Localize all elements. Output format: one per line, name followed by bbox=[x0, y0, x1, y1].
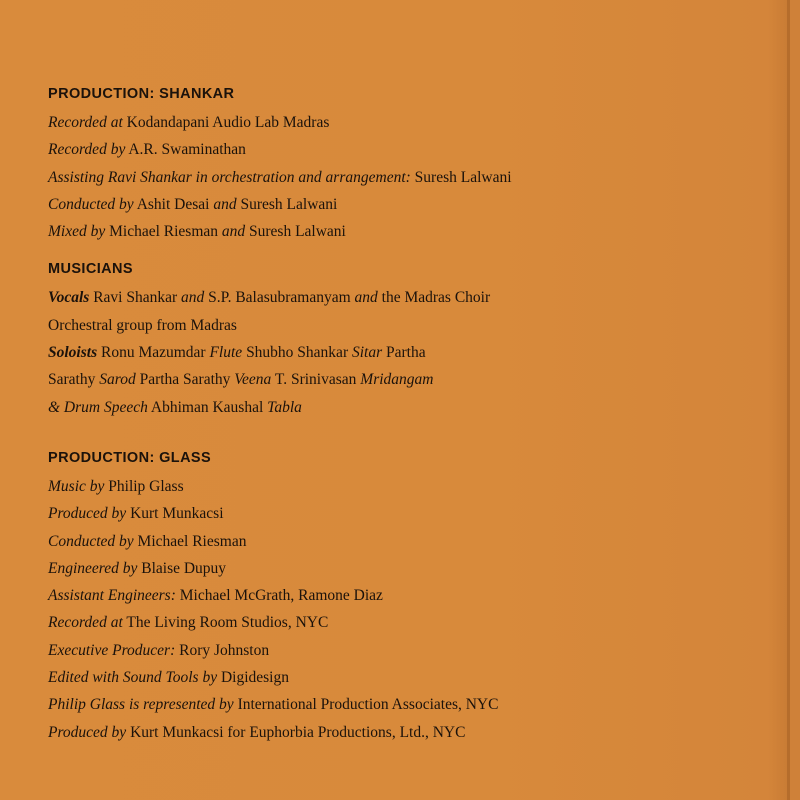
vocals-line bbox=[48, 284, 768, 311]
soloist-name: Partha bbox=[386, 344, 426, 362]
credit-conjunction: and bbox=[354, 289, 378, 307]
credit-value: The Living Room Studios, NYC bbox=[126, 614, 329, 632]
soloist-name: Partha Sarathy bbox=[139, 371, 231, 389]
credit-value: Michael Riesman bbox=[137, 532, 247, 550]
credit-line bbox=[48, 555, 768, 582]
soloist-instrument: Sitar bbox=[351, 344, 383, 362]
soloists-line bbox=[48, 366, 768, 393]
soloist-name: T. Srinivasan bbox=[274, 371, 357, 389]
soloist-instrument: Veena bbox=[234, 371, 272, 389]
soloists-line bbox=[48, 339, 768, 366]
credit-role: Recorded at bbox=[48, 114, 123, 131]
soloist-instrument: Mridangam bbox=[360, 371, 434, 389]
soloists-label: Soloists bbox=[48, 344, 98, 362]
credit-role: Recorded by bbox=[48, 141, 126, 159]
soloist-instrument: Flute bbox=[209, 344, 243, 362]
credit-line bbox=[48, 691, 768, 718]
credit-line bbox=[48, 136, 768, 163]
credit-conjunction: and bbox=[181, 289, 205, 307]
credit-value: Blaise Dupuy bbox=[141, 559, 227, 577]
soloist-instrument: Sarod bbox=[99, 371, 136, 389]
soloists-line bbox=[48, 394, 768, 421]
credit-value: Rory Johnston bbox=[179, 641, 270, 659]
credit-conjunction: and bbox=[221, 223, 246, 241]
soloist-name: Ronu Mazumdar bbox=[100, 344, 206, 362]
credit-value: International Production Associates, NYC bbox=[237, 696, 499, 714]
credit-value: Michael McGrath, Ramone Diaz bbox=[179, 587, 383, 605]
credit-role: Assisting Ravi Shankar in orchestration and arrangement: bbox=[48, 168, 411, 186]
credit-line bbox=[48, 528, 768, 555]
credit-role: Engineered by bbox=[48, 559, 138, 577]
page-fold bbox=[787, 0, 790, 800]
credit-line bbox=[48, 500, 768, 527]
credit-role: Mixed by bbox=[48, 223, 106, 241]
soloist-name: Shubho Shankar bbox=[246, 344, 349, 362]
vocalist-name: the Madras Choir bbox=[381, 289, 491, 307]
credit-line bbox=[48, 664, 768, 691]
credit-value: Michael Riesman bbox=[109, 223, 219, 241]
orchestral-group: Orchestral group from Madras bbox=[48, 316, 237, 334]
credit-line bbox=[48, 109, 768, 136]
page-edge bbox=[790, 0, 800, 800]
credit-line bbox=[48, 218, 768, 245]
credit-role: Edited with Sound Tools by bbox=[48, 669, 218, 687]
heading-musicians: MUSICIANS bbox=[48, 261, 133, 278]
soloist-instrument: & Drum Speech bbox=[48, 398, 148, 416]
credit-role: Produced by bbox=[48, 723, 127, 741]
credit-value: Suresh Lalwani bbox=[249, 223, 346, 241]
credit-value: Philip Glass bbox=[108, 477, 184, 495]
credit-line bbox=[48, 164, 768, 191]
credits-content bbox=[48, 84, 768, 746]
credit-value: Suresh Lalwani bbox=[414, 168, 512, 186]
soloist-name: Sarathy bbox=[48, 371, 96, 389]
credit-role: Executive Producer: bbox=[48, 641, 176, 659]
credit-value: Ashit Desai bbox=[136, 195, 210, 213]
credit-role: Conducted by bbox=[48, 195, 134, 213]
vocalist-name: Ravi Shankar bbox=[93, 289, 178, 307]
credit-value: Kurt Munkacsi bbox=[130, 505, 224, 523]
credit-line bbox=[48, 609, 768, 636]
credit-value: Kurt Munkacsi for Euphorbia Productions, Ltd., NYC bbox=[130, 723, 466, 741]
credit-line bbox=[48, 582, 768, 609]
vocalist-name: S.P. Balasubramanyam bbox=[208, 289, 351, 307]
credit-value: Suresh Lalwani bbox=[240, 195, 338, 213]
credit-role: Recorded at bbox=[48, 614, 123, 632]
vocals-label: Vocals bbox=[48, 289, 90, 307]
soloist-name: Abhiman Kaushal bbox=[150, 398, 264, 416]
soloist-instrument: Tabla bbox=[267, 398, 302, 416]
credit-value: A.R. Swaminathan bbox=[128, 141, 246, 159]
credit-line bbox=[48, 473, 768, 500]
credit-line bbox=[48, 719, 768, 746]
credit-role: Assistant Engineers: bbox=[48, 587, 176, 605]
credit-line bbox=[48, 191, 768, 218]
credit-role: Produced by bbox=[48, 505, 127, 523]
heading-production-glass: PRODUCTION: GLASS bbox=[48, 449, 212, 466]
orchestral-line bbox=[48, 312, 768, 339]
credit-conjunction: and bbox=[213, 195, 237, 213]
heading-production-shankar: PRODUCTION: SHANKAR bbox=[48, 86, 235, 102]
credit-role: Conducted by bbox=[48, 532, 134, 550]
credit-value: Kodandapani Audio Lab Madras bbox=[126, 114, 330, 131]
credit-role: Music by bbox=[48, 477, 105, 495]
credit-role: Philip Glass is represented by bbox=[48, 696, 234, 714]
credit-value: Digidesign bbox=[220, 669, 289, 687]
credit-line bbox=[48, 637, 768, 664]
